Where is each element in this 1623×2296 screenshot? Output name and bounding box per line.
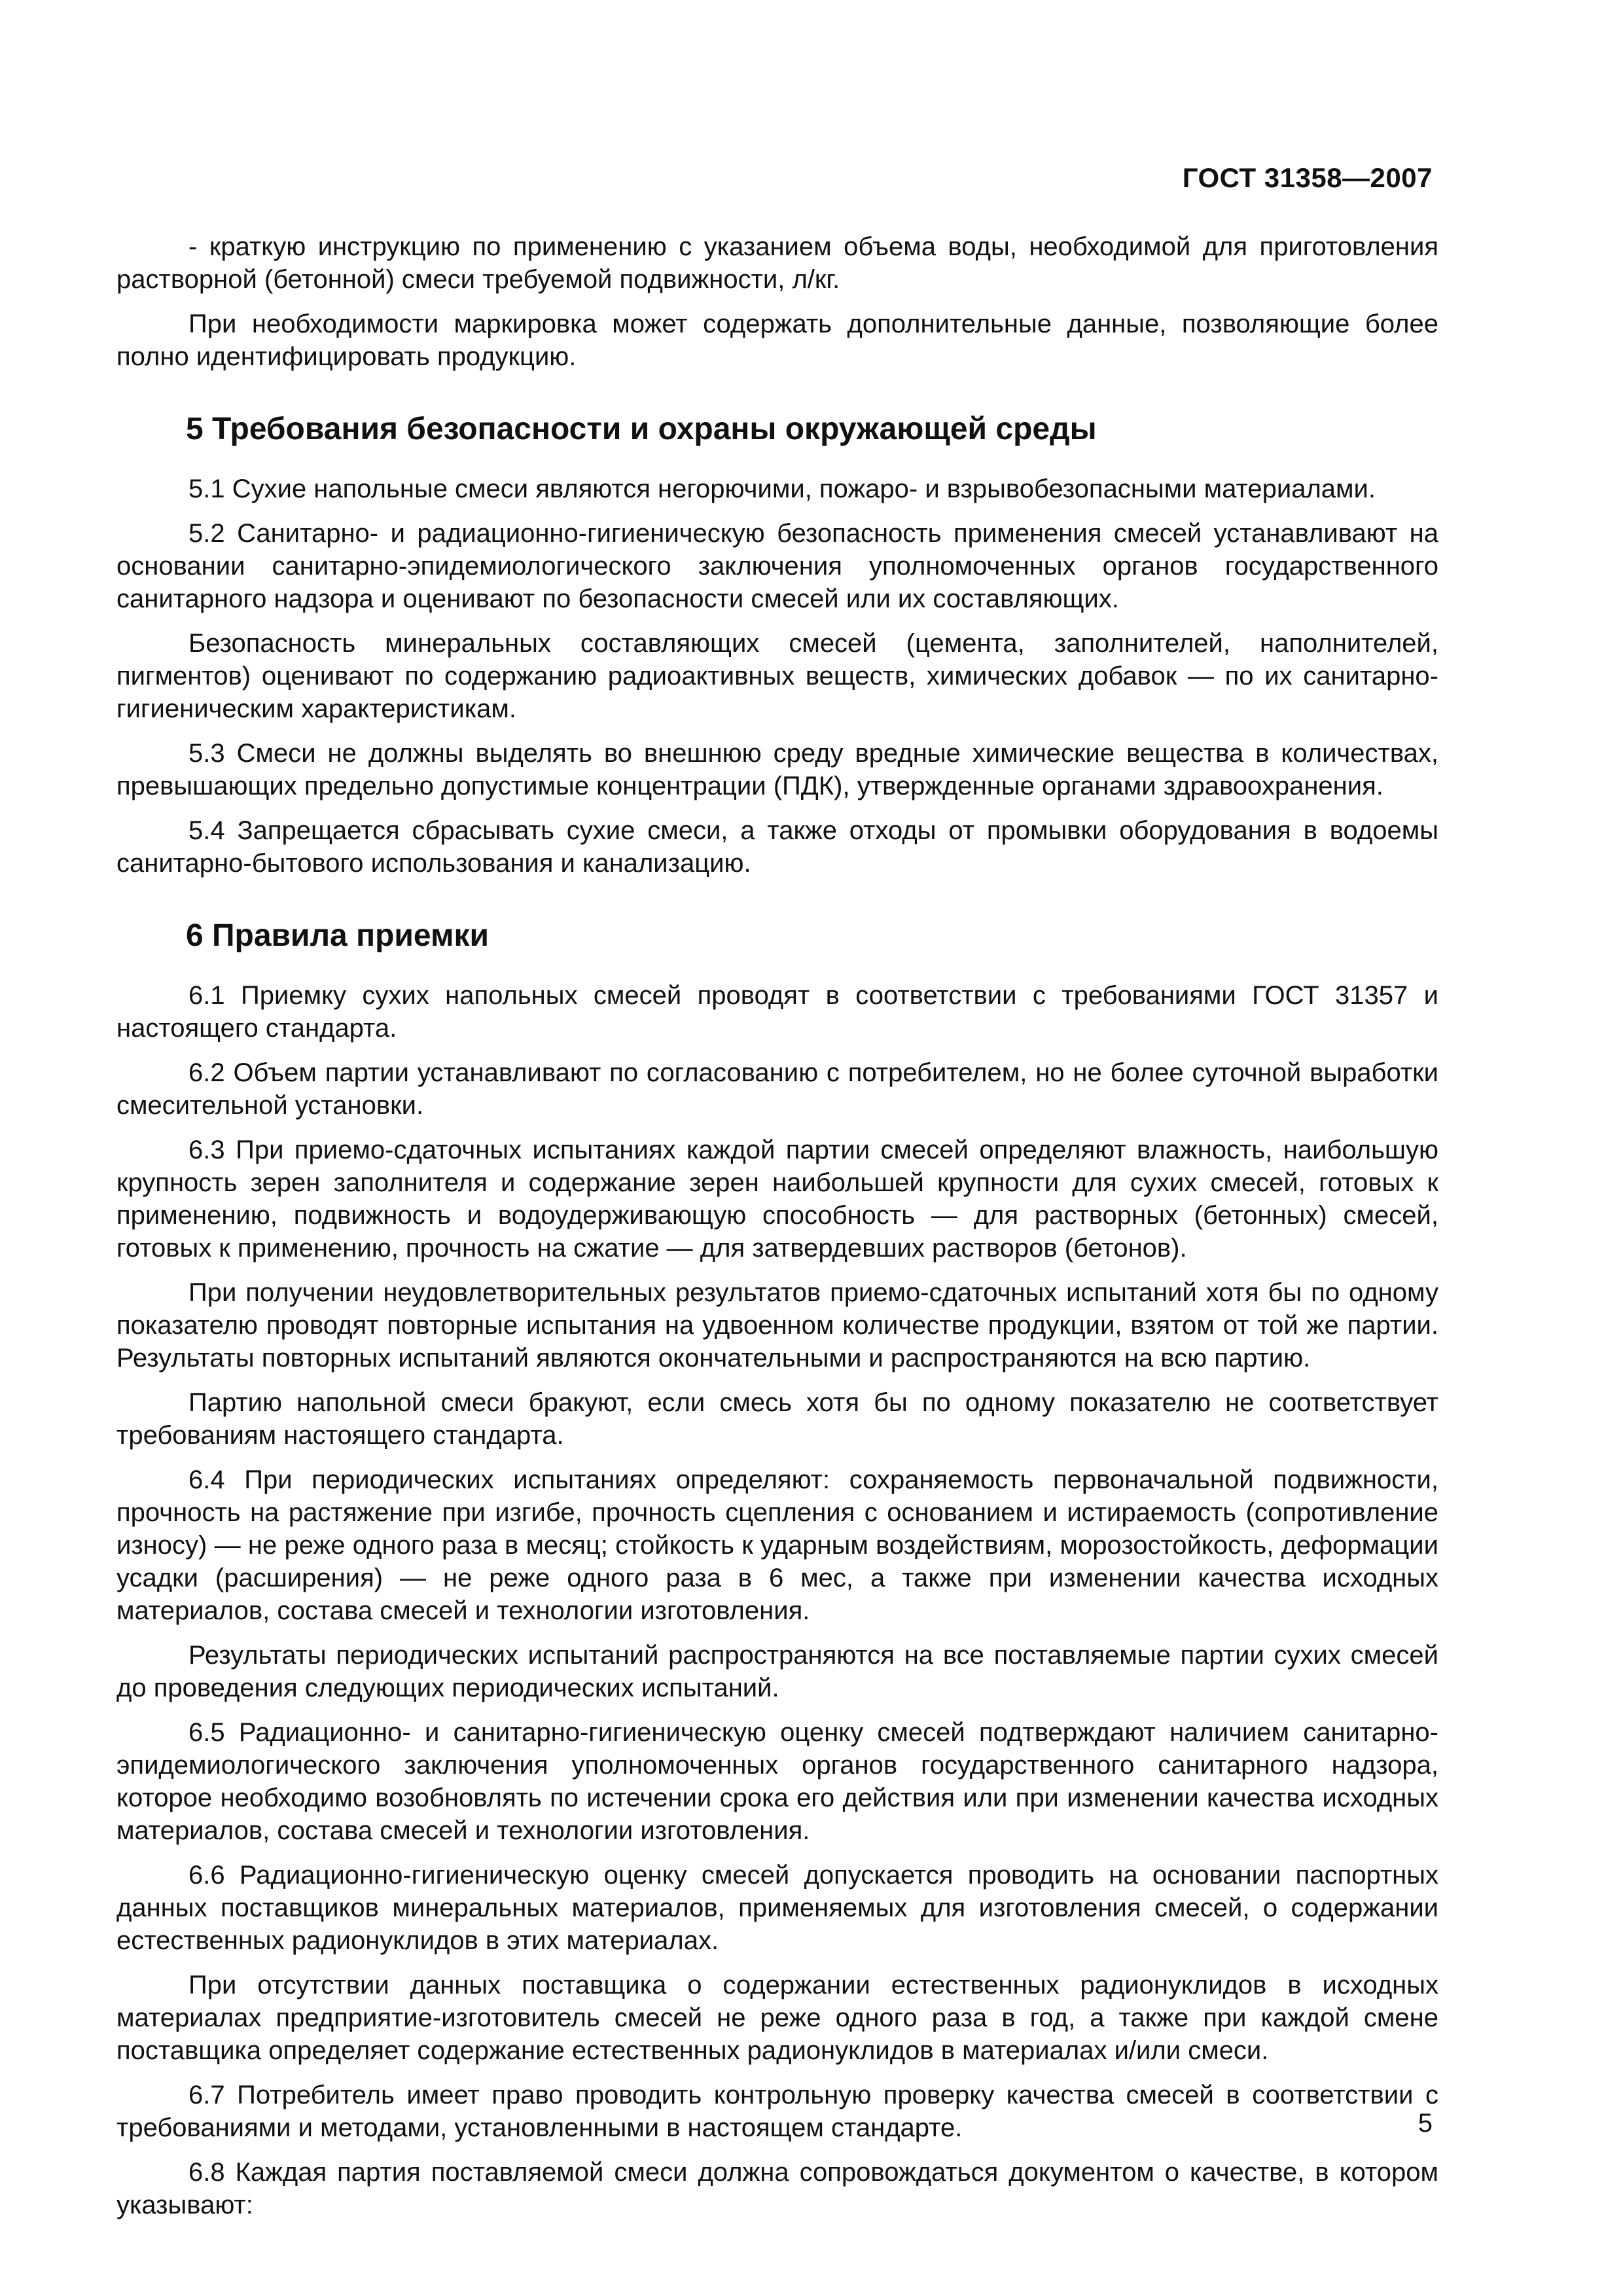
section-5-heading: 5 Требования безопасности и охраны окружающей среды bbox=[186, 412, 1097, 446]
paragraph: 6.4 При периодических испытаниях определяют: сохраняемость первоначальной подвижности, прочность на растяжение при изгибе, прочность сцепления с основанием и истираемость (сопротивление износу) — не реже одного раза в месяц; стойкость к ударным воздействиям, морозостойкость, деформации усадки (расширения) — не реже одного раза в 6 мес, а также при изменении качества исходных материалов, состава смесей и технологии изготовления. bbox=[116, 1465, 1438, 1625]
paragraph: 5.1 Сухие напольные смеси являются негорючими, пожаро- и взрывобезопасными материалами. bbox=[188, 475, 1376, 503]
paragraph: При необходимости маркировка может содержать дополнительные данные, позволяющие более полно идентифицировать продукцию. bbox=[116, 310, 1438, 371]
paragraph: 6.5 Радиационно- и санитарно-гигиеническую оценку смесей подтверждают наличием санитарно-эпидемиологического заключения уполномоченных органов государственного санитарного надзора, которое необходимо возобновлять по истечении срока его действия или при изменении качества исходных материалов, состава смесей и технологии изготовления. bbox=[116, 1718, 1438, 1845]
paragraph: 5.3 Смеси не должны выделять во внешнюю среду вредные химические вещества в количествах, превышающих предельно допустимые концентрации (ПДК), утвержденные органами здравоохранения. bbox=[116, 739, 1438, 800]
page-content bbox=[116, 230, 1438, 2221]
paragraph: При получении неудовлетворительных результатов приемо-сдаточных испытаний хотя бы по одному показателю проводят повторные испытания на удвоенном количестве продукции, взятом от той же партии. Результаты повторных испытаний являются окончательными и распространяются на всю партию. bbox=[116, 1278, 1438, 1372]
paragraph: 6.3 При приемо-сдаточных испытаниях каждой партии смесей определяют влажность, наибольшую крупность зерен заполнителя и содержание зерен наибольшей крупности для сухих смесей, готовых к применению, подвижность и водоудерживающую способность — для растворных (бетонных) смесей, готовых к применению, прочность на сжатие — для затвердевших растворов (бетонов). bbox=[116, 1136, 1438, 1263]
paragraph: 5.4 Запрещается сбрасывать сухие смеси, а также отходы от промывки оборудования в водоемы санитарно-бытового использования и канализацию. bbox=[116, 816, 1438, 878]
paragraph: - краткую инструкцию по применению с указанием объема воды, необходимой для приготовления растворной (бетонной) смеси требуемой подвижности, л/кг. bbox=[116, 232, 1438, 294]
page-number: 5 bbox=[1418, 2109, 1433, 2138]
paragraph: 6.8 Каждая партия поставляемой смеси должна сопровождаться документом о качестве, в котором указывают: bbox=[116, 2158, 1438, 2219]
paragraph: 5.2 Санитарно- и радиационно-гигиеническую безопасность применения смесей устанавливают на основании санитарно-эпидемиологического заключения уполномоченных органов государственного санитарного надзора и оценивают по безопасности смесей или их составляющих. bbox=[116, 519, 1438, 613]
paragraph: 6.7 Потребитель имеет право проводить контрольную проверку качества смесей в соответствии с требованиями и методами, установленными в настоящем стандарте. bbox=[116, 2081, 1438, 2142]
paragraph: Результаты периодических испытаний распространяются на все поставляемые партии сухих смесей до проведения следующих периодических испытаний. bbox=[116, 1641, 1438, 1702]
section-6-heading: 6 Правила приемки bbox=[186, 918, 490, 953]
paragraph: При отсутствии данных поставщика о содержании естественных радионуклидов в исходных материалах предприятие-изготовитель смесей не реже одного раза в год, а также при каждой смене поставщика определяет содержание естественных радионуклидов в материалах и/или смеси. bbox=[116, 1971, 1438, 2065]
standard-code-header: ГОСТ 31358—2007 bbox=[1182, 162, 1433, 193]
paragraph: 6.1 Приемку сухих напольных смесей проводят в соответствии с требованиями ГОСТ 31357 и настоящего стандарта. bbox=[116, 981, 1438, 1043]
paragraph: 6.2 Объем партии устанавливают по согласованию с потребителем, но не более суточной выработки смесительной установки. bbox=[116, 1058, 1438, 1120]
paragraph: 6.6 Радиационно-гигиеническую оценку смесей допускается проводить на основании паспортных данных поставщиков минеральных материалов, применяемых для изготовления смесей, о содержании естественных радионуклидов в этих материалах. bbox=[116, 1861, 1438, 1955]
paragraph: Партию напольной смеси бракуют, если смесь хотя бы по одному показателю не соответствует требованиям настоящего стандарта. bbox=[116, 1388, 1438, 1450]
paragraph: Безопасность минеральных составляющих смесей (цемента, заполнителей, наполнителей, пигментов) оценивают по содержанию радиоактивных веществ, химических добавок — по их санитарно-гигиеническим характеристикам. bbox=[116, 629, 1438, 723]
